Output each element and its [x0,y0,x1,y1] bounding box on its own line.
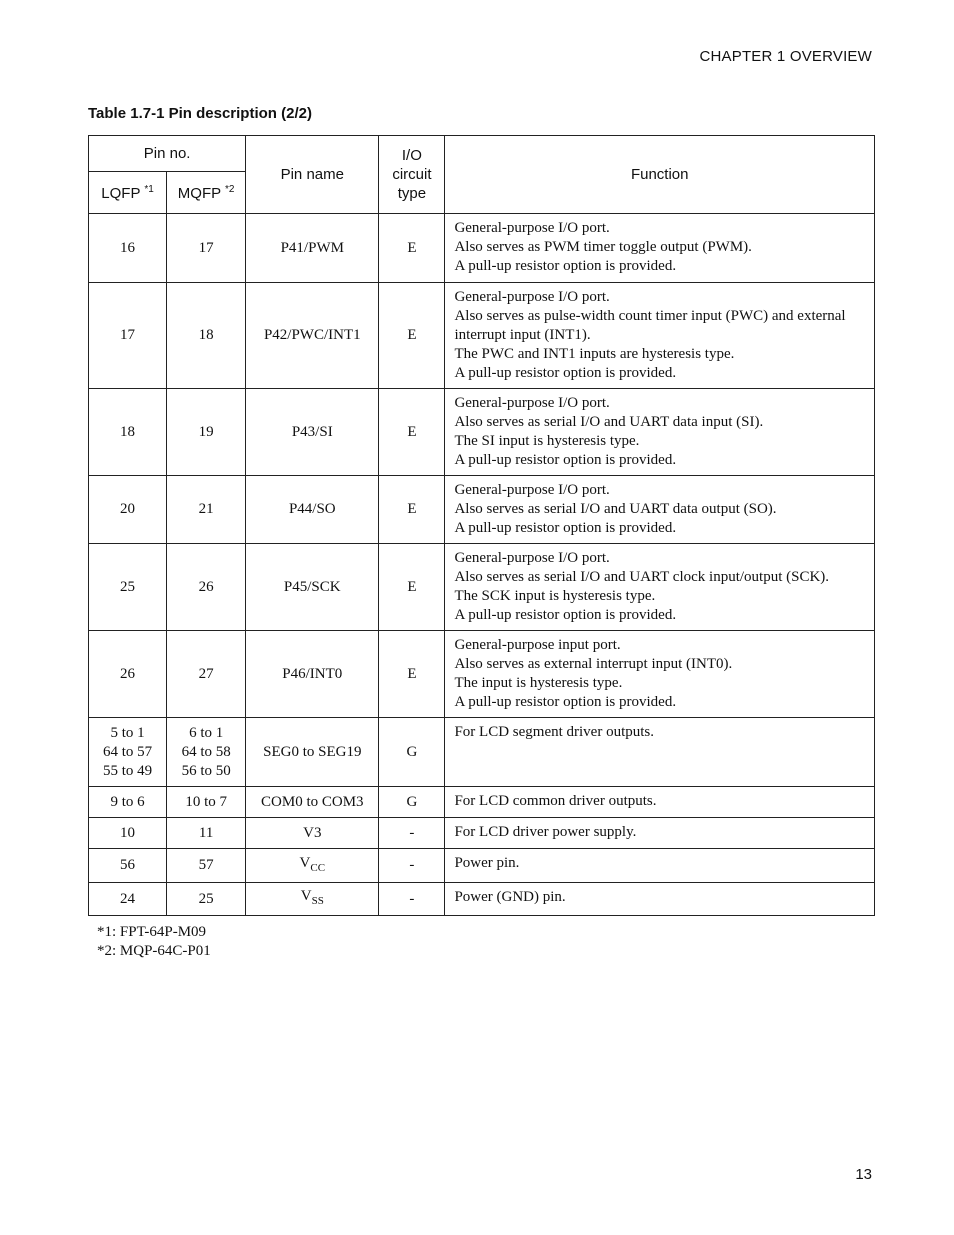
pin-name: P44/SO [288,501,336,517]
mqfp-pin-cell-line: 17 [198,239,214,256]
lqfp-pin-cell-line: 25 [120,578,136,595]
pin-name: P41/PWM [280,239,344,256]
function-cell [445,631,875,718]
io-type-cell: E [379,214,445,283]
lqfp-pin-cell-line: 64 to 57 [102,743,153,760]
function-cell [445,883,875,916]
header-io-line: type [397,185,427,202]
lqfp-pin-cell [89,476,167,544]
pin-name: P45/SCK [283,578,341,595]
table-row [89,787,875,818]
table-caption: Table 1.7-1 Pin description (2/2) [88,105,312,122]
io-type-cell: E [379,544,445,631]
table-row [89,718,875,787]
function-line: A pull-up resistor option is provided. [454,258,677,274]
lqfp-pin-cell-line: 20 [120,501,136,517]
table-row [89,631,875,718]
lqfp-pin-cell-line: 24 [120,890,136,907]
pin-name-cell [246,631,379,718]
lqfp-pin-cell [89,883,167,916]
function-cell [445,389,875,476]
function-line: Also serves as PWM timer toggle output (PWM). [454,239,752,255]
header-mqfp-note: *2 [225,183,235,195]
lqfp-pin-cell [89,214,167,283]
chapter-header: CHAPTER 1 OVERVIEW [699,48,872,65]
function-line: For LCD common driver outputs. [454,793,657,809]
io-type-cell: E [379,389,445,476]
function-line: A pull-up resistor option is provided. [454,607,677,623]
header-lqfp-note: *1 [144,183,154,195]
function-line: General-purpose I/O port. [454,550,610,566]
mqfp-pin-cell [167,214,246,283]
pin-name-cell [246,544,379,631]
footnote: *2: MQP-64C-P01 [97,943,211,959]
mqfp-pin-cell-line: 26 [198,578,214,595]
pin-name-cell [246,718,379,787]
header-mqfp [167,172,246,214]
function-line: A pull-up resistor option is provided. [454,365,677,381]
table-row [89,544,875,631]
function-cell [445,214,875,283]
function-line: interrupt input (INT1). [454,327,591,343]
mqfp-pin-cell [167,283,246,389]
mqfp-pin-cell [167,389,246,476]
header-lqfp [89,172,167,214]
io-type-cell: G [379,787,445,818]
mqfp-pin-cell [167,787,246,818]
table-row [89,283,875,389]
table-row [89,883,875,916]
io-type-cell: - [379,849,445,883]
function-line: Also serves as pulse-width count timer input (PWC) and external [454,308,846,324]
header-mqfp-label: MQFP [177,184,221,202]
pin-name: V [299,854,311,871]
mqfp-pin-cell [167,544,246,631]
pin-description-table [88,135,875,916]
header-pin-name: Pin name [246,136,379,214]
mqfp-pin-cell [167,631,246,718]
function-cell [445,283,875,389]
function-cell [445,849,875,883]
function-line: The PWC and INT1 inputs are hysteresis type. [454,346,735,362]
pin-rows [89,214,875,916]
pin-name-subscript: SS [311,895,324,907]
page-number: 13 [855,1166,872,1183]
pin-name: V [300,888,312,904]
table-row [89,214,875,283]
function-line: The SI input is hysteresis type. [454,433,640,449]
lqfp-pin-cell [89,718,167,787]
lqfp-pin-cell-line: 9 to 6 [110,793,145,810]
function-line: Also serves as serial I/O and UART clock input/output (SCK). [454,569,830,585]
header-io-line: circuit [392,166,432,183]
footnotes [97,923,211,961]
table-row [89,476,875,544]
pin-name-cell [246,389,379,476]
footnote: *1: FPT-64P-M09 [97,924,207,940]
table-row [89,849,875,883]
pin-name: COM0 to COM3 [261,793,364,810]
function-line: For LCD driver power supply. [454,824,637,840]
mqfp-pin-cell-line: 11 [198,824,214,841]
pin-name-cell [246,787,379,818]
header-io-circuit-type [379,136,445,214]
mqfp-pin-cell-line: 6 to 1 [189,724,224,741]
function-line: Power pin. [454,855,520,871]
lqfp-pin-cell [89,283,167,389]
lqfp-pin-cell [89,389,167,476]
function-line: The SCK input is hysteresis type. [454,588,656,604]
function-line: General-purpose I/O port. [454,289,610,305]
io-type-cell: - [379,818,445,849]
pin-name-cell [246,283,379,389]
lqfp-pin-cell-line: 26 [120,665,136,682]
pin-name-subscript: CC [310,861,326,874]
pin-name-cell [246,818,379,849]
lqfp-pin-cell [89,544,167,631]
pin-name: SEG0 to SEG19 [263,743,362,760]
function-line: Also serves as serial I/O and UART data input (SI). [454,414,764,430]
mqfp-pin-cell [167,849,246,883]
mqfp-pin-cell-line: 21 [198,501,214,517]
lqfp-pin-cell [89,787,167,818]
function-line: Also serves as serial I/O and UART data output (SO). [454,501,777,517]
pin-name: P42/PWC/INT1 [263,327,361,343]
function-line: Also serves as external interrupt input (INT0). [454,656,733,672]
pin-name: P46/INT0 [282,665,343,682]
function-line: General-purpose input port. [454,637,621,653]
mqfp-pin-cell-line: 18 [198,327,214,343]
function-cell [445,818,875,849]
mqfp-pin-cell-line: 25 [198,890,214,907]
function-cell [445,718,875,787]
header-io-line: I/O [401,147,422,164]
header-pin-no: Pin no. [89,136,246,172]
lqfp-pin-cell-line: 5 to 1 [110,724,145,741]
mqfp-pin-cell-line: 27 [198,665,214,682]
mqfp-pin-cell [167,476,246,544]
lqfp-pin-cell-line: 17 [120,327,136,343]
mqfp-pin-cell [167,883,246,916]
pin-name-cell [246,476,379,544]
pin-name-cell [246,883,379,916]
mqfp-pin-cell-line: 56 to 50 [181,762,231,779]
mqfp-pin-cell-line: 10 to 7 [185,793,227,810]
function-cell [445,787,875,818]
function-line: General-purpose I/O port. [454,220,610,236]
io-type-cell: E [379,631,445,718]
function-line: A pull-up resistor option is provided. [454,452,677,468]
lqfp-pin-cell-line: 16 [120,239,136,256]
lqfp-pin-cell [89,631,167,718]
io-type-cell: G [379,718,445,787]
lqfp-pin-cell [89,849,167,883]
mqfp-pin-cell-line: 64 to 58 [181,743,231,760]
function-line: Power (GND) pin. [454,889,566,905]
pin-name-cell [246,214,379,283]
io-type-cell: E [379,283,445,389]
lqfp-pin-cell-line: 10 [120,824,136,841]
lqfp-pin-cell [89,818,167,849]
io-type-cell: E [379,476,445,544]
header-lqfp-label: LQFP [101,184,141,202]
mqfp-pin-cell [167,718,246,787]
function-line: For LCD segment driver outputs. [454,724,655,740]
mqfp-pin-cell [167,818,246,849]
lqfp-pin-cell-line: 55 to 49 [102,762,153,779]
function-line: General-purpose I/O port. [454,482,610,498]
io-type-cell: - [379,883,445,916]
function-line: A pull-up resistor option is provided. [454,694,677,710]
pin-name-cell [246,849,379,883]
lqfp-pin-cell-line: 56 [120,857,136,873]
function-line: A pull-up resistor option is provided. [454,520,677,536]
table-row [89,818,875,849]
mqfp-pin-cell-line: 57 [198,857,214,873]
pin-name: V3 [303,824,322,841]
function-cell [445,476,875,544]
function-line: The input is hysteresis type. [454,675,623,691]
function-cell [445,544,875,631]
pin-name: P43/SI [291,423,333,440]
table-row [89,389,875,476]
mqfp-pin-cell-line: 19 [198,423,214,440]
header-function: Function [445,136,875,214]
lqfp-pin-cell-line: 18 [120,423,136,440]
function-line: General-purpose I/O port. [454,395,610,411]
